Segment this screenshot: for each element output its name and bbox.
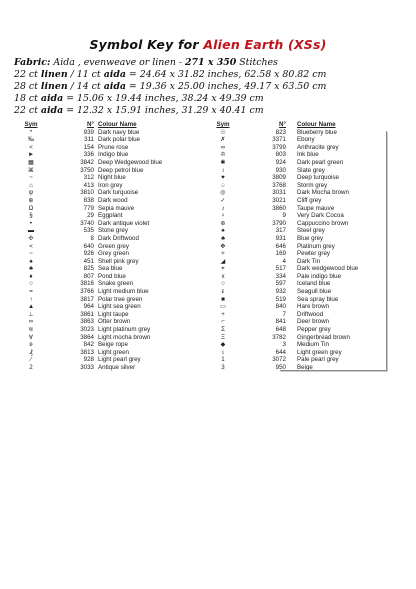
symbol: ♥ (221, 174, 225, 182)
colour-name: Dark turquoise (98, 189, 139, 197)
symbol: ⌂ (29, 181, 33, 189)
symbol: ✓ (220, 196, 226, 204)
dmc-number: 3031 (272, 189, 286, 197)
dmc-number: 932 (275, 288, 286, 296)
dmc-number: 451 (83, 257, 94, 265)
symbol: ✱ (220, 158, 226, 166)
dmc-number: 154 (83, 143, 94, 151)
size-dims: = 24.64 x 31.82 inches, 62.58 x 80.82 cm (125, 69, 327, 80)
colour-name: Dark Driftwood (98, 234, 139, 242)
symbol: ■ (221, 295, 225, 303)
symbol: ₰ (29, 348, 33, 356)
colour-name: Dark Tin (297, 257, 321, 265)
table-row (14, 341, 204, 349)
colour-name: Iceland blue (297, 280, 331, 288)
symbol: ▦ (28, 158, 34, 166)
stitch-suffix: Stitches (236, 57, 278, 68)
size-count: 18 ct (14, 93, 41, 104)
colour-name: Iron grey (98, 181, 123, 189)
dmc-number: 3 (282, 341, 286, 349)
symbol: ↑ (29, 295, 33, 303)
dmc-number: 3371 (272, 136, 286, 144)
table-row (14, 273, 204, 281)
table-row (14, 189, 204, 197)
fabric-info (14, 57, 409, 117)
symbol: ♣ (28, 265, 34, 273)
colour-name: Pewter grey (297, 250, 331, 258)
title-prefix: Symbol Key for (89, 37, 204, 52)
dmc-number: 928 (83, 356, 94, 364)
fabric-label: Fabric: (14, 57, 51, 68)
colour-name: Deep petrol blue (98, 166, 144, 174)
symbol: ♤ (220, 181, 226, 189)
symbol: § (29, 212, 33, 220)
symbol: ⌘ (27, 166, 35, 174)
symbol: ≋ (28, 326, 34, 334)
table-row (14, 174, 204, 182)
dmc-number: 334 (275, 272, 286, 280)
size-count: 28 ct (14, 81, 41, 92)
size-count: 22 ct (14, 105, 41, 116)
table-row (14, 159, 204, 167)
table-row (14, 349, 204, 357)
dmc-number: 597 (275, 280, 286, 288)
colour-name: Pepper grey (297, 326, 331, 334)
dmc-number: 950 (275, 364, 286, 371)
size-dims: = 12.32 x 15.91 inches, 31.29 x 40.41 cm (63, 105, 264, 116)
colour-name: Pond blue (98, 272, 126, 280)
dmc-number: 3782 (272, 333, 286, 341)
dmc-number: 964 (83, 303, 94, 311)
size-fabric2: aida (103, 81, 126, 92)
symbol: ♣ (220, 234, 226, 242)
symbol: ✥ (220, 242, 226, 250)
dmc-number: 3072 (272, 356, 286, 364)
colour-name: Dark wood (98, 196, 128, 204)
symbol: = (29, 288, 33, 296)
colour-name: Green grey (98, 242, 129, 250)
size-fabric: aida (40, 105, 64, 116)
dmc-number: 931 (275, 234, 286, 242)
colour-name: Light mocha brown (98, 333, 151, 341)
dmc-number: 926 (83, 250, 94, 258)
colour-name: Medium Tin (297, 341, 329, 349)
symbol: x (221, 272, 225, 280)
size-fabric2: aida (103, 69, 126, 80)
colour-name: Deep turquoise (297, 174, 339, 182)
symbol: 2 (29, 364, 33, 371)
colour-name: Sea blue (98, 265, 123, 273)
table-row (14, 136, 204, 144)
dmc-number: 317 (275, 227, 286, 235)
colour-name: Ebony (297, 136, 315, 144)
dmc-number: 644 (275, 348, 286, 356)
header-sym: Sym (216, 121, 230, 128)
size-fabric: linen (40, 69, 68, 80)
table-header (210, 121, 387, 129)
table-row (14, 303, 204, 311)
colour-name: Light taupe (98, 310, 129, 318)
colour-name: Beige rope (98, 341, 128, 349)
table-row (14, 220, 204, 228)
dmc-number: 3810 (80, 189, 94, 197)
colour-name: Snake green (98, 280, 134, 288)
dmc-number: 7 (282, 310, 286, 318)
dmc-number: 3021 (272, 196, 286, 204)
table-row (14, 151, 204, 159)
dmc-number: 3861 (80, 310, 94, 318)
symbol: Ω (28, 204, 34, 212)
colour-name: Dark antique violet (98, 219, 150, 227)
header-num: N° (87, 121, 94, 128)
symbol: ↕ (221, 166, 225, 174)
fabric-types: Aida , evenweave or linen - (50, 57, 186, 68)
table-row (14, 182, 204, 190)
symbol: < (29, 143, 33, 151)
size-mid: / 11 ct (67, 69, 104, 80)
symbol-column-left (14, 121, 204, 372)
size-fabric: linen (40, 81, 68, 92)
dmc-number: 3809 (272, 174, 286, 182)
dmc-number: 535 (83, 227, 94, 235)
colour-name: Pale pearl grey (297, 356, 339, 364)
symbol: ♀ (220, 212, 226, 220)
table-row (14, 129, 204, 137)
header-name: Colour Name (98, 121, 137, 128)
dmc-number: 3813 (80, 348, 94, 356)
symbol: ∞ (28, 318, 34, 326)
colour-name: Polar tree green (98, 295, 143, 303)
symbol: ~ (29, 174, 33, 182)
table-row (14, 364, 204, 372)
table-row (14, 265, 204, 273)
symbol: ✗ (220, 136, 226, 144)
symbol: ♦ (29, 272, 33, 280)
dmc-number: 3816 (80, 280, 94, 288)
colour-name: Pale indigo blue (297, 272, 342, 280)
table-row (14, 227, 204, 235)
header-num: N° (279, 121, 286, 128)
symbol: ♔ (220, 151, 226, 159)
symbol: ◢ (220, 257, 226, 265)
colour-name: Sepia mauve (98, 204, 135, 212)
colour-name: Slate grey (297, 166, 325, 174)
table-row (14, 356, 204, 364)
symbol: ○ (221, 280, 225, 288)
dmc-number: 517 (275, 265, 286, 273)
dmc-number: 3860 (272, 204, 286, 212)
colour-name: Driftwood (297, 310, 324, 318)
dmc-number: 3799 (272, 143, 286, 151)
colour-name: Antique silver (98, 364, 136, 371)
size-list (14, 69, 409, 117)
symbol: ► (27, 151, 35, 159)
colour-name: Cliff grey (297, 196, 322, 204)
size-dims: = 15.06 x 19.44 inches, 38.24 x 49.39 cm (63, 93, 264, 104)
colour-name: Light sea green (98, 303, 141, 311)
dmc-number: 4 (282, 257, 286, 265)
dmc-number: 842 (83, 341, 94, 349)
table-row (14, 326, 204, 334)
symbol: ‰ (27, 136, 35, 144)
header-sym: Sym (24, 121, 38, 128)
colour-name: Gingerbread brown (297, 333, 350, 341)
size-count: 22 ct (14, 69, 41, 80)
colour-name: Blueberry blue (297, 128, 337, 136)
colour-name: Storm grey (297, 181, 328, 189)
symbol: 3 (221, 364, 225, 371)
dmc-number: 3023 (80, 326, 94, 334)
colour-name: Dark polar blue (98, 136, 140, 144)
dmc-number: 838 (83, 196, 94, 204)
dmc-number: 8 (90, 234, 94, 242)
dmc-number: 3750 (80, 166, 94, 174)
colour-name: Prune rose (98, 143, 129, 151)
colour-name: Blue grey (297, 234, 324, 242)
symbol: ∕ (30, 356, 32, 364)
symbol: ▬ (27, 227, 35, 235)
symbol: Ɐ (28, 333, 34, 341)
table-row (14, 258, 204, 266)
symbol: ♠ (29, 257, 33, 265)
dmc-number: 3864 (80, 333, 94, 341)
colour-name: Deer brown (297, 318, 329, 326)
symbol: ψ (28, 189, 34, 197)
dmc-number: 413 (83, 181, 94, 189)
symbol: ▲ (27, 303, 35, 311)
dmc-number: 3768 (272, 181, 286, 189)
colour-name: Dark wedgewood blue (297, 265, 359, 273)
colour-name: Night blue (98, 174, 126, 182)
dmc-number: 519 (275, 295, 286, 303)
colour-name: Dark pearl green (297, 158, 344, 166)
colour-name: Deep Wedgewood blue (98, 158, 163, 166)
colour-name: Light pearl grey (98, 356, 141, 364)
symbol: ⊛ (220, 219, 226, 227)
colour-name: Beige (297, 364, 313, 371)
colour-name: Eggplant (98, 212, 123, 220)
symbol: ⌐ (221, 318, 225, 326)
dmc-number: 807 (83, 272, 94, 280)
symbol: ʚ (29, 341, 33, 349)
dmc-number: 930 (275, 166, 286, 174)
dmc-number: 29 (87, 212, 94, 220)
symbol: + (221, 310, 225, 318)
symbol: * (29, 128, 33, 136)
dmc-number: 3817 (80, 295, 94, 303)
stitch-count: 271 x 350 (185, 57, 237, 68)
colour-name: Shell pink grey (98, 257, 139, 265)
table-row (14, 167, 204, 175)
symbol: • (29, 219, 33, 227)
dmc-number: 3790 (272, 219, 286, 227)
dmc-number: 841 (275, 318, 286, 326)
fabric-line (14, 57, 409, 69)
symbol: ◎ (220, 189, 226, 197)
size-line (14, 105, 409, 117)
symbol: Ξ (220, 333, 226, 341)
dmc-number: 823 (275, 128, 286, 136)
dmc-number: 640 (83, 242, 94, 250)
size-mid: / 14 ct (67, 81, 104, 92)
size-line (14, 81, 409, 93)
colour-name: Stone grey (98, 227, 128, 235)
dmc-number: 169 (275, 250, 286, 258)
page-title (0, 37, 416, 52)
dmc-number: 648 (275, 326, 286, 334)
symbol: ○ (29, 280, 33, 288)
symbol: ε (221, 288, 225, 296)
dmc-number: 939 (83, 128, 94, 136)
symbol: < (29, 242, 33, 250)
colour-name: Grey green (98, 250, 129, 258)
table-row (14, 311, 204, 319)
symbol: Σ (221, 326, 225, 334)
table-row (14, 250, 204, 258)
colour-name: Anthracite grey (297, 143, 339, 151)
dmc-number: 825 (83, 265, 94, 273)
title-pattern-name: Alien Earth (XSs) (203, 37, 327, 52)
symbol: ⊥ (28, 310, 34, 318)
symbol: ✧ (220, 250, 226, 258)
symbol: ☉ (220, 128, 226, 136)
dmc-number: 3842 (80, 158, 94, 166)
dmc-number: 803 (275, 151, 286, 159)
symbol: ~ (29, 250, 33, 258)
symbol: ▭ (220, 303, 226, 311)
colour-name: Cappuccino brown (297, 219, 349, 227)
colour-name: Light green grey (297, 348, 342, 356)
size-line (14, 93, 409, 105)
colour-name: Light medium blue (98, 288, 149, 296)
colour-name: Light platinum grey (98, 326, 151, 334)
dmc-number: 3033 (80, 364, 94, 371)
dmc-number: 646 (275, 242, 286, 250)
colour-name: Otter brown (98, 318, 131, 326)
colour-name: Very Dark Cocoa (297, 212, 344, 220)
colour-name: Steel grey (297, 227, 325, 235)
colour-name: Hare brown (297, 303, 329, 311)
header-name: Colour Name (297, 121, 336, 128)
symbol: ∞ (220, 143, 226, 151)
table-header (14, 121, 204, 129)
table-row (14, 296, 204, 304)
dmc-number: 312 (83, 174, 94, 182)
table-row (14, 334, 204, 342)
symbol: 1 (221, 356, 225, 364)
dmc-number: 3740 (80, 219, 94, 227)
symbol: ♪ (221, 204, 225, 212)
symbol: ɩ (222, 348, 224, 356)
colour-name: Indigo blue (98, 151, 129, 159)
table-row (14, 235, 204, 243)
table-row (14, 205, 204, 213)
table-row (14, 280, 204, 288)
colour-name: Dark Mocha brown (297, 189, 349, 197)
colour-name: Platinum grey (297, 242, 335, 250)
dmc-number: 840 (275, 303, 286, 311)
colour-name: Light green (98, 348, 129, 356)
size-dims: = 19.36 x 25.00 inches, 49.17 x 63.50 cm (125, 81, 327, 92)
table-row (14, 197, 204, 205)
symbol: ✣ (28, 234, 34, 242)
colour-name: Sea spray blue (297, 295, 339, 303)
dmc-number: 779 (83, 204, 94, 212)
colour-name: Dark navy blue (98, 128, 140, 136)
table-row (14, 144, 204, 152)
colour-name: Taupe mauve (297, 204, 335, 212)
table-row (14, 243, 204, 251)
size-line (14, 69, 409, 81)
dmc-number: 336 (83, 151, 94, 159)
table-row (14, 212, 204, 220)
symbol: ♠ (221, 227, 225, 235)
size-fabric: aida (40, 93, 64, 104)
symbol: ⌖ (221, 265, 225, 273)
symbol: ⊕ (28, 196, 34, 204)
colour-name: Seagull blue (297, 288, 332, 296)
dmc-number: 311 (84, 136, 94, 144)
dmc-number: 3766 (80, 288, 94, 296)
dmc-number: 3863 (80, 318, 94, 326)
symbol: ◆ (220, 341, 226, 349)
dmc-number: 9 (282, 212, 286, 220)
dmc-number: 924 (275, 158, 286, 166)
table-row (14, 288, 204, 296)
colour-name: Ink blue (297, 151, 319, 159)
table-row (14, 318, 204, 326)
